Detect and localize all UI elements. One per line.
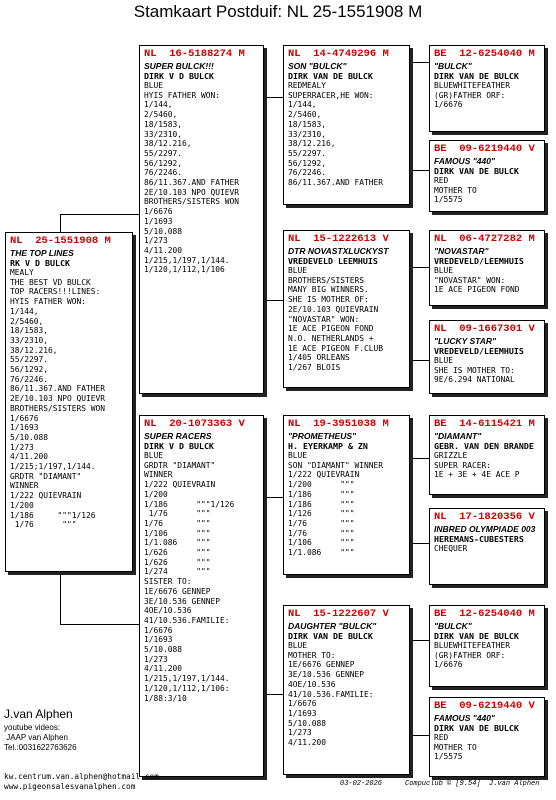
breeder-name: GEBR. VAN DEN BRANDE [434, 441, 534, 451]
breeder-name: DIRK V D BULCK [144, 441, 214, 451]
pigeon-info: BLUE MOTHER TO: 1E/6676 GENNEP 3E/10.536 GENNEP 4OE/10.536 41/10.536.FAMILIE: 1/6676 1/1693 5/10.088 1/273 4/11.200 [288, 641, 374, 748]
print-date: 03-02-2026 [340, 780, 383, 788]
connector-line [410, 458, 429, 459]
connector-line [410, 458, 411, 544]
pigeon-info: CHEQUER [434, 544, 468, 553]
connector-line [60, 624, 139, 625]
ring-number: NL 16-5188274 M [144, 48, 245, 60]
pigeon-name: THE TOP LINES [10, 248, 74, 258]
breeder-name: DIRK V D BULCK [144, 71, 214, 81]
pigeon-info: BLUE HYIS FATHER WON: 1/144, 2/5460, 18/1583, 33/2310, 38/12.216, 55/2297. 56/1292, 76/2246. 86/11.367.AND FATHER 2E/10.103 NPO QUIEVR BROTHERS/SISTERS WON 1/6676 1/1693 5/10.088 1/273 4/11.200 1/215,1/197,1/144. 1/120,1/112,1/106 [144, 81, 240, 275]
breeder-name: VREDEVELD LEEMHUIS [288, 256, 378, 266]
pigeon-info: BLUE BROTHERS/SISTERS MANY BIG WINNERS. SHE IS MOTHER OF: 2E/10.103 QUIEVRAIN "NOVASTAR" WON: 1E ACE PIGEON FOND N.O. NETHERLANDS + 1E ACE PIGEON F.CLUB 1/405 ORLEANS 1/267 BLOIS [288, 266, 384, 373]
breeder-name: VREDEVELD/LEEMHUIS [434, 346, 524, 356]
pigeon-name: INBRED OLYMPIADE 003 [434, 524, 536, 534]
connector-line [410, 62, 429, 63]
connector-line [264, 97, 265, 301]
breeder-name: DIRK VAN DE BULCK [288, 631, 373, 641]
pigeon-name: SUPER RACERS [144, 431, 212, 441]
dam-dam-card [283, 605, 410, 775]
pigeon-info: BLUEWHITEFEATHER (GR)FATHER ORF: 1/6676 [434, 81, 511, 110]
pigeon-name: DAUGHTER "BULCK" [288, 621, 377, 631]
owner-website: www.pigeonsalesvanalphen.com [4, 782, 136, 791]
owner-name: J.van Alphen [4, 707, 73, 721]
connector-line [410, 360, 429, 361]
main-pigeon-card [5, 232, 133, 572]
breeder-name: VREDEVELD/LEEMHUIS [434, 256, 524, 266]
breeder-name: DIRK VAN DE BULCK [434, 631, 519, 641]
connector-line [410, 170, 429, 171]
dam-sire-card [283, 415, 410, 575]
ring-number: BE 12-6254040 M [434, 608, 535, 620]
pigeon-name: "LUCKY STAR" [434, 336, 497, 346]
pigeon-name: DTR NOVASTXLUCKYST [288, 246, 389, 256]
pigeon-name: FAMOUS "440" [434, 713, 495, 723]
pigeon-name: "DIAMANT" [434, 431, 482, 441]
breeder-name: HEREMANS-CUBESTERS [434, 534, 524, 544]
owner-email: kw.centrum.van.alphen@hotmail.com [4, 772, 159, 781]
sd-dam-card [429, 320, 545, 394]
sd-sire-card [429, 230, 545, 306]
pigeon-info: BLUE SON "DIAMANT" WINNER 1/222 QUIEVRAIN 1/200 """ 1/186 """ 1/186 """ 1/126 """ 1/76 """ 1/76 """ 1/106 """ 1/1.086 """ [288, 451, 384, 558]
connector-line [264, 97, 283, 98]
breeder-name: DIRK VAN DE BULCK [434, 723, 519, 733]
dd-dam-card [429, 697, 545, 777]
pigeon-info: BLUE "NOVASTAR" WON: 1E ACE PIGEON FOND [434, 266, 520, 295]
connector-line [264, 497, 283, 498]
pigeon-info: REDMEALY SUPERRACER,HE WON: 1/144, 2/5460, 18/1583, 33/2310, 38/12.216, 55/2297. 56/1292, 76/2246. 86/11.367.AND FATHER [288, 81, 384, 188]
pigeon-info: BLUE GRDTR "DIAMANT" WINNER 1/222 QUIEVRAIN 1/200 1/186 """1/126 1/76 """ 1/76 """ 1/106 """ 1/1.086 """ 1/626 """ 1/626 """ 1/274 """ SISTER TO: 1E/6676 GENNEP 3E/10.536 GENNEP 4OE/10.536 41/10.536.FAMILIE: 1/6676 1/1693 5/10.088 1/273 4/11.200 1/215,1/197,1/144. 1/120,1/112,1/106: 1/88:3/10 [144, 451, 235, 703]
owner-contact: youtube videos: JAAP van Alphen Tel.:0031622763626 [4, 723, 77, 752]
pigeon-name: SON "BULCK" [288, 61, 347, 71]
pigeon-info: MEALY THE BEST VD BULCK TOP RACERS!!!LINES: HYIS FATHER WON: 1/144, 2/5460, 18/1583, 33/2310, 38/12.216, 55/2297. 56/1292, 76/2246. 86/11.367.AND FATHER 2E/10.103 NPO QUIEVR BROTHERS/SISTERS WON 1/6676 1/1693 5/10.088 1/273 4/11.200 1/215;1/197,1/144. GRDTR "DIAMANT" WINNER 1/222 QUIEVRAIN 1/200 1/186 """1/126 1/76 """ [10, 268, 106, 530]
pigeon-info: BLUE SHE IS MOTHER TO: 9E/6.294 NATIONAL [434, 356, 515, 385]
pigeon-name: SUPER BULCK!!! [144, 61, 214, 71]
ring-number: NL 19-3951038 M [288, 418, 389, 430]
ring-number: NL 14-4749296 M [288, 48, 389, 60]
ring-number: NL 06-4727282 M [434, 233, 535, 245]
breeder-name: DIRK VAN DE BULCK [288, 71, 373, 81]
ring-number: BE 09-6219440 V [434, 700, 535, 712]
ds-sire-card [429, 415, 545, 495]
pigeon-name: "NOVASTAR" [434, 246, 489, 256]
dd-sire-card [429, 605, 545, 687]
pigeon-name: "PROMETHEUS" [288, 431, 357, 441]
ring-number: NL 15-1222613 V [288, 233, 389, 245]
pigeon-name: "BULCK" [434, 61, 472, 71]
pigeon-info: BLUEWHITEFEATHER (GR)FATHER ORF: 1/6676 [434, 641, 511, 670]
connector-line [264, 694, 283, 695]
page-title: Stamkaart Postduif: NL 25-1551908 M [133, 2, 423, 21]
sire-card [139, 45, 264, 394]
ring-number: NL 15-1222607 V [288, 608, 389, 620]
sire-dam-card [283, 230, 410, 388]
ss-dam-card [429, 140, 545, 212]
ss-sire-card [429, 45, 545, 132]
pigeon-info: GRIZZLE SUPER RACER: 1E + 3E + 4E ACE P [434, 451, 520, 480]
connector-line [60, 214, 139, 215]
connector-line [264, 497, 265, 695]
ring-number: BE 12-6254040 M [434, 48, 535, 60]
breeder-name: DIRK VAN DE BULCK [434, 71, 519, 81]
breeder-name: H. EYERKAMP & ZN [288, 441, 368, 451]
connector-line [410, 62, 411, 171]
pigeon-info: RED MOTHER TO 1/5575 [434, 176, 477, 205]
sire-sire-card [283, 45, 410, 205]
ring-number: BE 09-6219440 V [434, 143, 535, 155]
connector-line [410, 267, 411, 361]
connector-line [60, 572, 61, 624]
pigeon-name: FAMOUS "440" [434, 156, 495, 166]
connector-line [60, 214, 61, 232]
pigeon-name: "BULCK" [434, 621, 472, 631]
ring-number: NL 25-1551908 M [10, 235, 111, 247]
connector-line [264, 300, 283, 301]
breeder-name: DIRK VAN DE BULCK [434, 166, 519, 176]
breeder-name: RK V D BULCK [10, 258, 70, 268]
ring-number: NL 09-1667301 V [434, 323, 535, 335]
connector-line [410, 267, 429, 268]
connector-line [410, 640, 411, 736]
ds-dam-card [429, 508, 545, 585]
ring-number: NL 20-1073363 V [144, 418, 245, 430]
software-credit: Compuclub © [9.54] J.van Alphen [405, 780, 540, 788]
pigeon-info: RED MOTHER TO 1/5575 [434, 733, 477, 762]
ring-number: NL 17-1820356 V [434, 511, 535, 523]
ring-number: BE 14-6115421 M [434, 418, 535, 430]
connector-line [410, 543, 429, 544]
dam-card [139, 415, 264, 777]
connector-line [410, 735, 429, 736]
connector-line [410, 640, 429, 641]
